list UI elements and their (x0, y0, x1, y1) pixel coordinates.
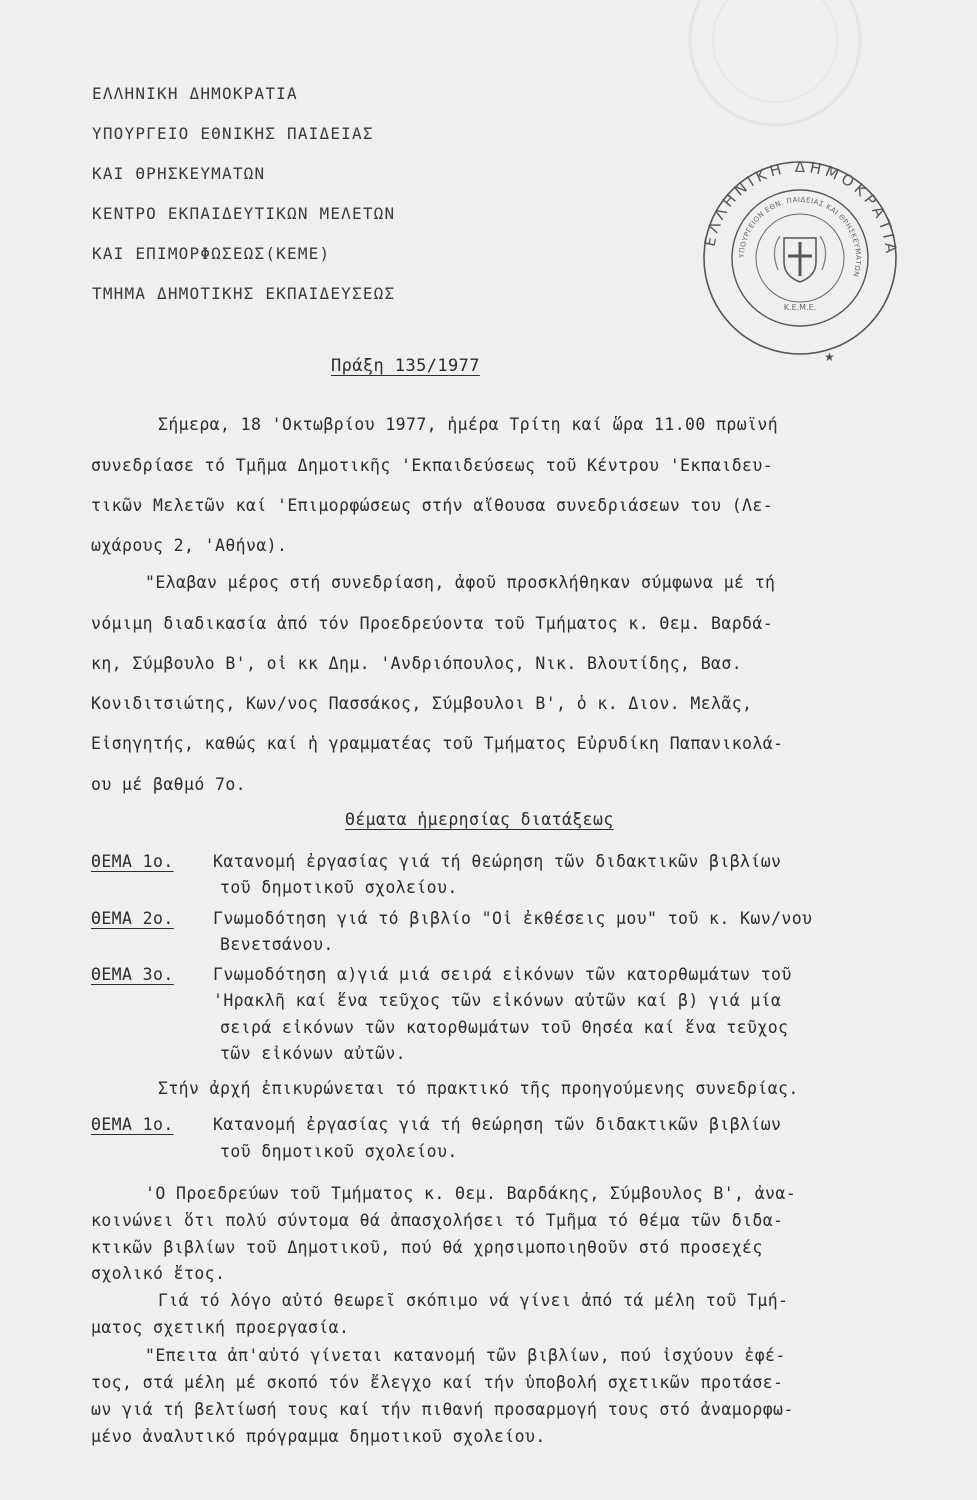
members-line-5: Εἰσηγητής, καθώς καί ἡ γραμματέας τοῦ Τμήματος Εὐρυδίκη Παπανικολά- (91, 734, 784, 753)
ratification-line: Στήν ἀρχή ἐπικυρώνεται τό πρακτικό τῆς προηγούμενης συνεδρίας. (158, 1079, 799, 1098)
body-p2-line-2: ματος σχετική προεργασία. (91, 1318, 350, 1337)
topic-1-line-2: τοῦ δημοτικοῦ σχολείου. (220, 1142, 458, 1161)
seal-bottom-text: Κ.Ε.Μ.Ε. (783, 303, 817, 312)
body-p3-line-2: τος, στά μέλη μέ σκοπό τόν ἔλεγχο καί τήν ὑποβολή σχετικῶν προτάσε- (91, 1373, 784, 1392)
body-p1-line-3: κτικῶν βιβλίων τοῦ Δημοτικοῦ, πού θά χρησιμοποιηθοῦν στό προσεχές (91, 1238, 763, 1257)
header-line-1: ΕΛΛΗΝΙΚΗ ΔΗΜΟΚΡΑΤΙΑ (92, 84, 298, 103)
seal-star-icon: ★ (824, 350, 835, 364)
members-line-3: κη, Σύμβουλο Β', οἱ κκ Δημ. 'Ανδριόπουλος, Νικ. Βλουτίδης, Βασ. (91, 654, 743, 673)
agenda-topic-3-label: ΘΕΜΑ 3ο. (91, 965, 174, 984)
body-p3-line-4: μένο ἀναλυτικό πρόγραμμα δημοτικοῦ σχολείου. (91, 1427, 546, 1446)
intro-line-1: Σήμερα, 18 'Οκτωβρίου 1977, ἡμέρα Τρίτη καί ὥρα 11.00 πρωϊνή (158, 415, 779, 434)
members-line-2: νόμιμη διαδικασία ἀπό τόν Προεδρεύοντα τοῦ Τμήματος κ. Θεμ. Βαρδά- (91, 614, 774, 633)
body-p1-line-2: κοινώνει ὅτι πολύ σύντομα θά ἀπασχολήσει τό Τμῆμα τό θέμα τῶν διδα- (91, 1211, 784, 1230)
body-p3-line-1: "Επειτα ἀπ'αὐτό γίνεται κατανομή τῶν βιβλίων, πού ἰσχύουν ἐφέ- (145, 1346, 786, 1365)
agenda-title: Θέματα ἡμερησίας διατάξεως (345, 810, 614, 829)
intro-line-4: ωχάρους 2, 'Αθήνα). (91, 536, 288, 555)
agenda-topic-2-label: ΘΕΜΑ 2ο. (91, 909, 174, 928)
body-p1-line-4: σχολικό ἔτος. (91, 1264, 226, 1283)
agenda-topic-3-line-4: τῶν εἰκόνων αὐτῶν. (220, 1044, 407, 1063)
header-line-5: ΚΑΙ ΕΠΙΜΟΡΦΩΣΕΩΣ(ΚΕΜΕ) (92, 244, 331, 263)
agenda-topic-1-line-1: Κατανομή ἐργασίας γιά τή θεώρηση τῶν διδακτικῶν βιβλίων (213, 852, 782, 871)
faint-stamp-bleedthrough (650, 0, 890, 140)
agenda-topic-3-line-1: Γνωμοδότηση α)γιά μιά σειρά εἰκόνων τῶν κατορθωμάτων τοῦ (213, 965, 792, 984)
header-line-2: ΥΠΟΥΡΓΕΙΟ ΕΘΝΙΚΗΣ ΠΑΙΔΕΙΑΣ (92, 124, 374, 143)
official-seal (700, 150, 900, 365)
topic-1-label: ΘΕΜΑ 1ο. (91, 1115, 174, 1134)
header-line-3: ΚΑΙ ΘΡΗΣΚΕΥΜΑΤΩΝ (92, 164, 266, 183)
body-p2-line-1: Γιά τό λόγο αὐτό θεωρεῖ σκόπιμο νά γίνει ἀπό τά μέλη τοῦ Τμή- (158, 1291, 789, 1310)
agenda-topic-1-label: ΘΕΜΑ 1ο. (91, 852, 174, 871)
topic-1-line-1: Κατανομή ἐργασίας γιά τή θεώρηση τῶν διδακτικῶν βιβλίων (213, 1115, 782, 1134)
members-line-6: ου μέ βαθμό 7ο. (91, 775, 247, 794)
body-p1-line-1: 'Ο Προεδρεύων τοῦ Τμήματος κ. Θεμ. Βαρδάκης, Σύμβουλος Β', ἀνα- (145, 1184, 797, 1203)
members-line-1: "Ελαβαν μέρος στή συνεδρίαση, ἀφοῦ προσκλήθηκαν σύμφωνα μέ τή (145, 573, 776, 592)
header-line-6: ΤΜΗΜΑ ΔΗΜΟΤΙΚΗΣ ΕΚΠΑΙΔΕΥΣΕΩΣ (92, 284, 396, 303)
intro-line-2: συνεδρίασε τό Τμῆμα Δημοτικῆς 'Εκπαιδεύσεως τοῦ Κέντρου 'Εκπαιδευ- (91, 456, 774, 475)
coat-of-arms-icon (774, 236, 825, 282)
agenda-topic-2-line-1: Γνωμοδότηση γιά τό βιβλίο "Οἱ ἐκθέσεις μου" τοῦ κ. Κων/νου (213, 909, 813, 928)
body-p3-line-3: ων γιά τή βελτίωσή τους καί τήν πιθανή προσαρμογή τους στό ἀναμορφω- (91, 1400, 794, 1419)
agenda-topic-1-line-2: τοῦ δημοτικοῦ σχολείου. (220, 878, 458, 897)
seal-outer-text: ΕΛΛΗΝΙΚΗ ΔΗΜΟΚΡΑΤΙΑ (700, 157, 900, 258)
intro-line-3: τικῶν Μελετῶν καί 'Επιμορφώσεως στήν αἴθουσα συνεδριάσεων του (Λε- (91, 496, 774, 515)
seal-inner-text: ΥΠΟΥΡΓΕΙΟΝ ΕΘΝ. ΠΑΙΔΕΙΑΣ ΚΑΙ ΘΡΗΣΚΕΥΜΑΤΩΝ (737, 195, 863, 278)
members-line-4: Κονιδιτσιώτης, Κων/νος Πασσάκος, Σύμβουλοι Β', ὁ κ. Διον. Μελᾶς, (91, 694, 753, 713)
document-title: Πράξη 135/1977 (331, 356, 480, 376)
agenda-topic-3-line-3: σειρά εἰκόνων τῶν κατορθωμάτων τοῦ Θησέα καί ἕνα τεῦχος (220, 1018, 789, 1037)
agenda-topic-2-line-2: Βενετσάνου. (220, 935, 334, 954)
agenda-topic-3-line-2: 'Ηρακλῆ καί ἕνα τεῦχος τῶν εἰκόνων αὐτῶν καί β) γιά μία (213, 991, 782, 1010)
header-line-4: ΚΕΝΤΡΟ ΕΚΠΑΙΔΕΥΤΙΚΩΝ ΜΕΛΕΤΩΝ (92, 204, 396, 223)
